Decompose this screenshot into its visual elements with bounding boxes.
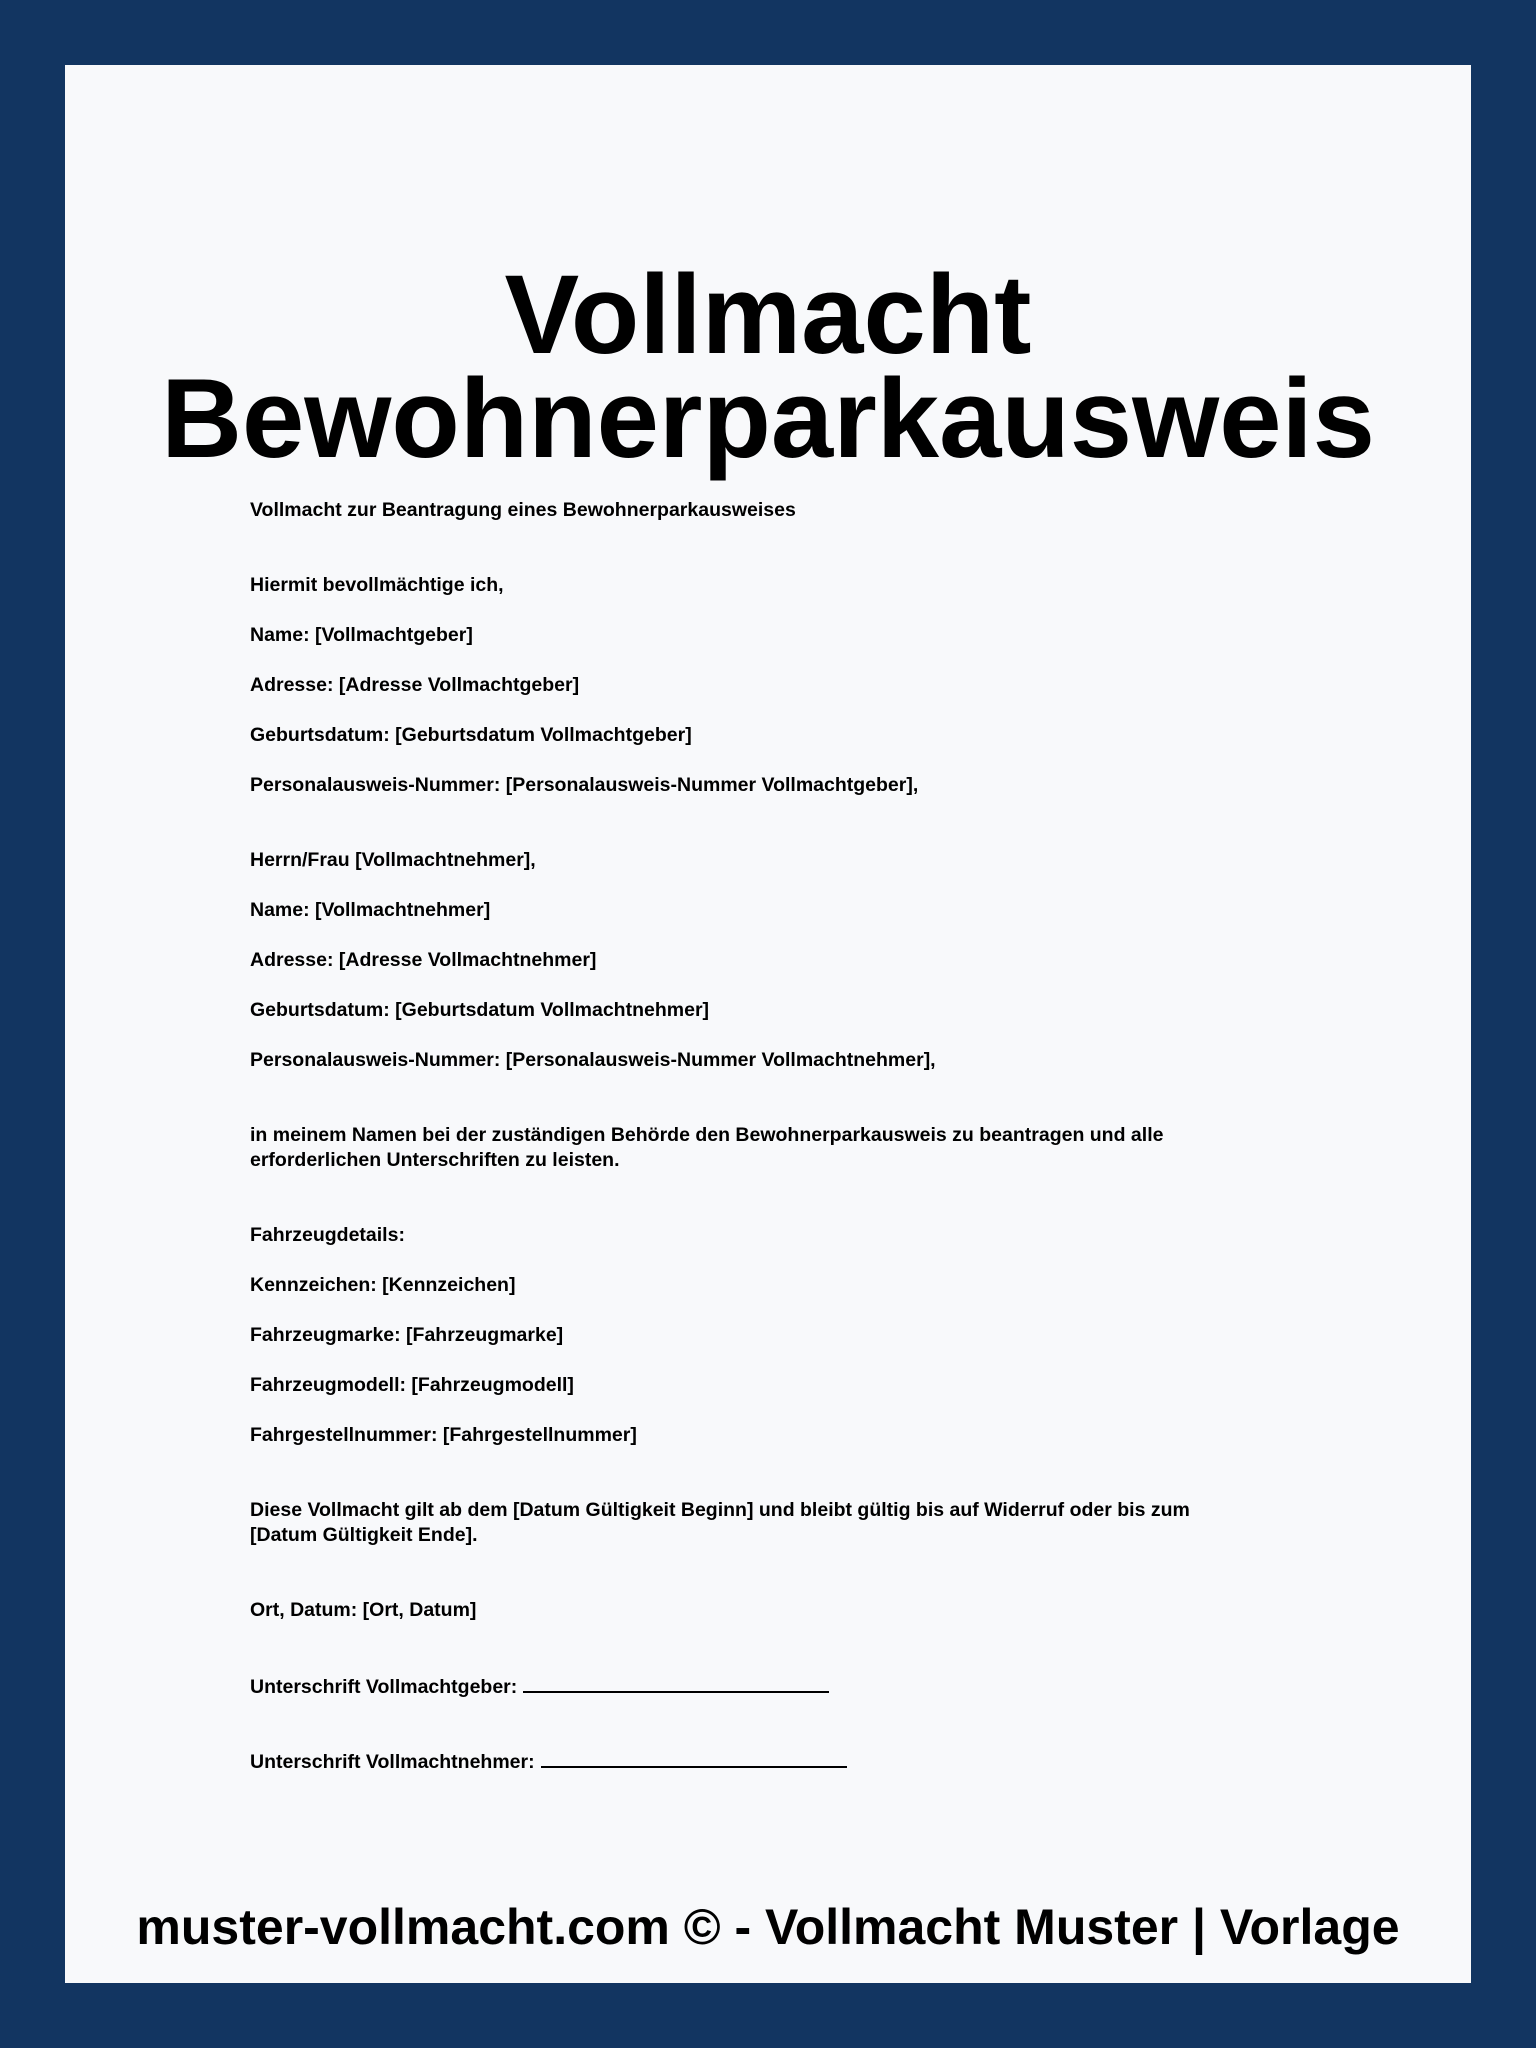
grantor-birthdate: Geburtsdatum: [Geburtsdatum Vollmachtgeber] — [250, 724, 692, 746]
grantor-name: Name: [Vollmachtgeber] — [250, 624, 473, 646]
signature-grantee-line[interactable] — [541, 1748, 847, 1768]
validity-line-2: [Datum Gültigkeit Ende]. — [250, 1524, 478, 1546]
document-title — [65, 252, 1471, 481]
authorization-line-2: erforderlichen Unterschriften zu leisten. — [250, 1149, 620, 1171]
vehicle-vin: Fahrgestellnummer: [Fahrgestellnummer] — [250, 1424, 637, 1446]
signature-grantee-label: Unterschrift Vollmachtnehmer: — [250, 1751, 535, 1773]
signature-grantor-row — [250, 1673, 829, 1700]
grantee-intro: Herrn/Frau [Vollmachtnehmer], — [250, 849, 536, 871]
intro-text: Hiermit bevollmächtige ich, — [250, 574, 504, 596]
grantee-name: Name: [Vollmachtnehmer] — [250, 899, 491, 921]
vehicle-heading: Fahrzeugdetails: — [250, 1224, 405, 1246]
signature-grantor-label: Unterschrift Vollmachtgeber: — [250, 1676, 518, 1698]
grantee-id-number: Personalausweis-Nummer: [Personalausweis-Nummer Vollmachtnehmer], — [250, 1049, 936, 1071]
grantor-address: Adresse: [Adresse Vollmachtgeber] — [250, 674, 580, 696]
grantee-address: Adresse: [Adresse Vollmachtnehmer] — [250, 949, 597, 971]
footer-watermark: muster-vollmacht.com © - Vollmacht Muster | Vorlage — [136, 1899, 1400, 1955]
vehicle-brand: Fahrzeugmarke: [Fahrzeugmarke] — [250, 1324, 564, 1346]
grantor-id-number: Personalausweis-Nummer: [Personalausweis-Nummer Vollmachtgeber], — [250, 774, 919, 796]
document-page — [65, 65, 1471, 1983]
title-line-1: Vollmacht — [504, 252, 1032, 377]
place-date: Ort, Datum: [Ort, Datum] — [250, 1599, 477, 1621]
vehicle-plate: Kennzeichen: [Kennzeichen] — [250, 1274, 516, 1296]
signature-grantor-line[interactable] — [523, 1673, 829, 1693]
authorization-line-1: in meinem Namen bei der zuständigen Behörde den Bewohnerparkausweis zu beantragen und alle — [250, 1124, 1164, 1146]
grantee-birthdate: Geburtsdatum: [Geburtsdatum Vollmachtnehmer] — [250, 999, 710, 1021]
title-line-2: Bewohnerparkausweis — [161, 356, 1375, 481]
vehicle-model: Fahrzeugmodell: [Fahrzeugmodell] — [250, 1374, 574, 1396]
validity-line-1: Diese Vollmacht gilt ab dem [Datum Gültigkeit Beginn] und bleibt gültig bis auf Widerruf oder bis zum — [250, 1499, 1190, 1521]
signature-grantee-row — [250, 1748, 847, 1775]
document-subtitle: Vollmacht zur Beantragung eines Bewohnerparkausweises — [250, 499, 796, 521]
